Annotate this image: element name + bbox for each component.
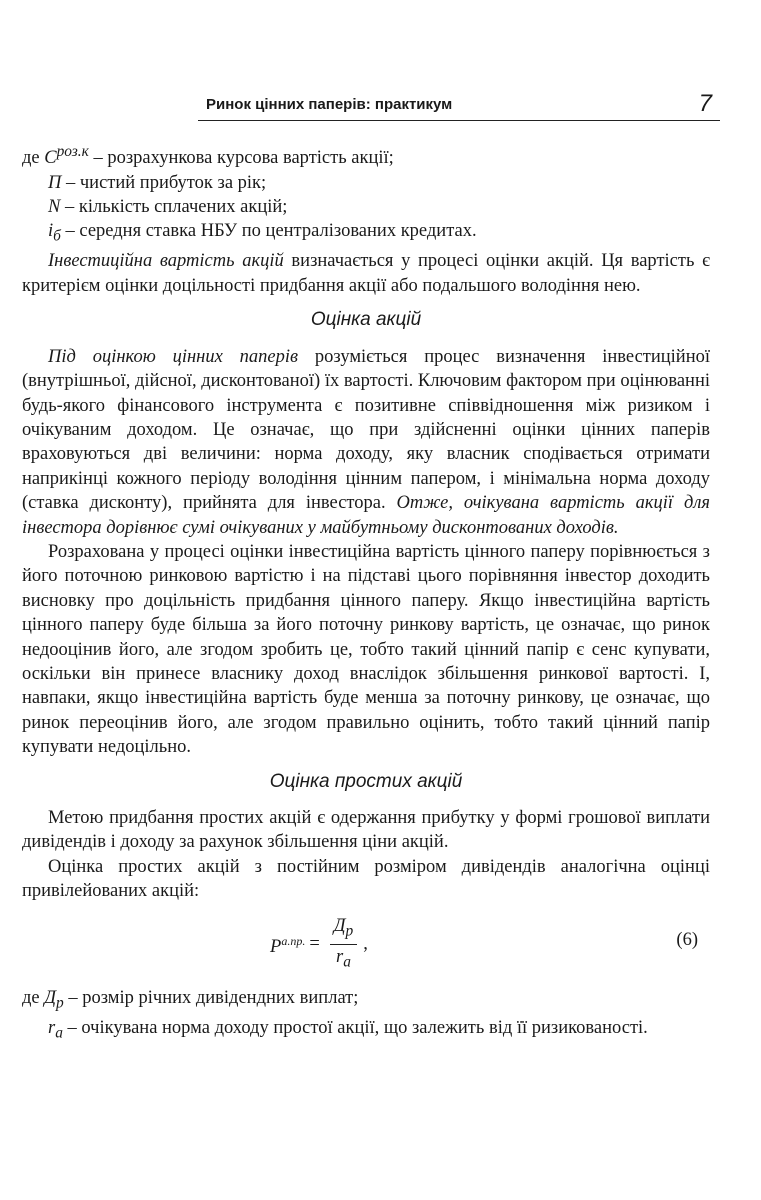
paragraph: Метою придбання простих акцій є одержання прибутку у формі грошової виплати дивідендів і доходу за рахунок збільшення ціни акцій.	[22, 808, 710, 853]
equation-number: (6)	[676, 929, 698, 950]
page-header	[198, 90, 720, 121]
formula-lhs: $P^{а.пр.}$	[270, 933, 306, 958]
symbol: r	[48, 1017, 56, 1038]
fraction-numerator: $Д_р$	[330, 914, 357, 945]
paragraph: Оцінка простих акцій з постійним розміром дивідендів аналогічна оцінці привілейованих акцій:	[22, 856, 710, 902]
definition-line: де $Д_р$ – розмір річних дивідендних виплат;	[22, 987, 359, 1012]
formula-expression: $P^{а.пр.}$ = $\frac{Д_р}{r_a}$ ,	[270, 914, 368, 975]
definition-line: П – чистий прибуток за рік;	[48, 172, 267, 193]
page-body	[22, 140, 710, 1046]
formula-fraction	[330, 914, 357, 975]
definition-line: $i_б$ – середня ставка НБУ по централізованих кредитах.	[48, 221, 477, 246]
paragraph-investment-value: Інвестиційна вартість акцій визначається у процесі оцінки акцій. Ця вартість є критерієм оцінки доцільності придбання акції або подальшого володіння нею.	[22, 251, 711, 296]
symbol: C	[44, 148, 57, 169]
symbol: Д	[44, 987, 57, 1008]
definition-line: $r_а$ – очікувана норма доходу простої акції, що залежить від її ризикованості.	[48, 1017, 648, 1042]
paragraph: Під оцінкою цінних паперів розуміється процес визначення інвестиційної (внутрішньої, дійсної, дисконтованої) їх вартості. Ключовим фактором при оцінюванні будь-якого фінансового інструмента є позитивне співвідношення між ризиком і очікуваним доходом. Це означає, що при здійсненні оцінки цінних паперів враховуються дві величини: норма доходу, яку власник сподівається отримати наприкінці кожного періоду володіння цінним папером, і мінімальна норма доходу (ставка дисконту), прийнята для інвестора. Отже, очікувана вартість акції для інвестора дорівнює сумі очікуваних у майбутньому дисконтованих доходів.	[22, 346, 710, 538]
page-number: 7	[698, 90, 712, 117]
symbol: П	[48, 172, 62, 193]
section-heading-share-valuation: Оцінка акцій	[310, 309, 422, 331]
symbol: N	[48, 196, 61, 217]
definition-line: N – кількість сплачених акцій;	[48, 196, 288, 217]
symbol: i	[48, 221, 54, 242]
fraction-denominator: $r_a$	[336, 946, 351, 971]
formula-6	[22, 908, 710, 982]
section-heading-common-shares: Оцінка простих акцій	[269, 770, 463, 792]
definition-line: де $C^{роз.к}$ – розрахункова курсова вартість акції;	[22, 143, 394, 169]
running-title: Ринок цінних паперів: практикум	[206, 96, 453, 113]
paragraph: Розрахована у процесі оцінки інвестиційна вартість цінного паперу порівнюється з його поточною ринковою вартістю і на підставі цього порівняння інвестор доходить висновку про доцільність придбання цінного паперу. Якщо інвестиційна вартість цінного паперу буде більша за його поточну ринкову вартість, це означає, що ринок недооцінив його, але згодом зробить це, тобто такий цінний папір є сенс купувати, оскільки він принесе власнику доход внаслідок збільшення ринкової вартості. І, навпаки, якщо інвестиційна вартість буде менша за поточну ринкову, це означає, що ринок переоцінив його, але згодом правильно оцінить, тобто такий цінний папір купувати недоцільно.	[22, 541, 710, 758]
